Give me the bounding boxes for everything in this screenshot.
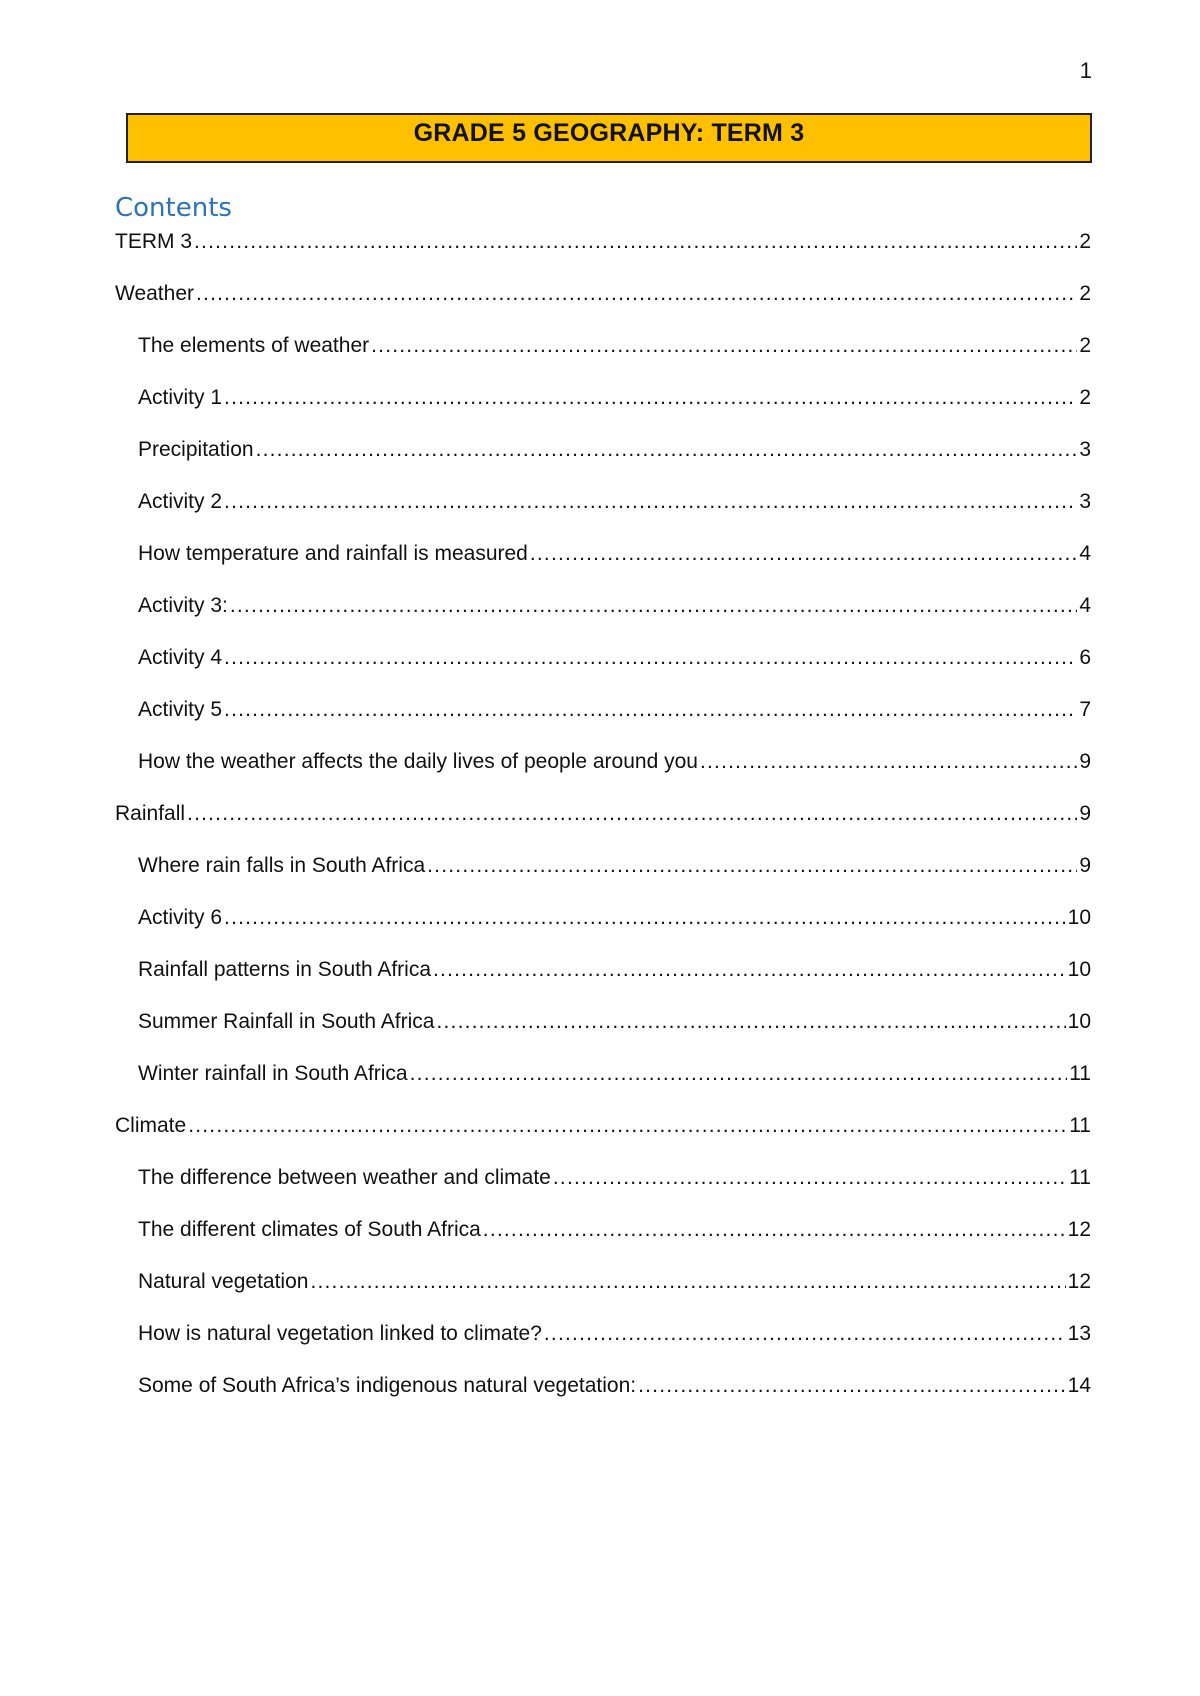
toc-entry[interactable] (115, 1270, 1091, 1322)
toc-entry-page-number: 2 (1079, 230, 1091, 253)
toc-entry-label: Winter rainfall in South Africa (138, 1062, 408, 1085)
toc-entry[interactable] (115, 1322, 1091, 1374)
toc-entry[interactable] (115, 230, 1091, 282)
toc-entry-label: Weather (115, 282, 194, 305)
toc-entry[interactable] (115, 1166, 1091, 1218)
table-of-contents (115, 230, 1091, 1426)
toc-dot-leader (427, 854, 1077, 878)
toc-entry-page-number: 13 (1067, 1322, 1091, 1345)
toc-entry-label: Activity 4 (138, 646, 223, 669)
toc-entry-label: Climate (115, 1114, 187, 1137)
toc-entry-label: Activity 1 (138, 386, 223, 409)
toc-entry[interactable] (115, 646, 1091, 698)
toc-entry-label: Activity 2 (138, 490, 223, 513)
toc-entry-page-number: 12 (1067, 1218, 1091, 1241)
toc-entry[interactable] (115, 698, 1091, 750)
toc-entry-label: Some of South Africa’s indigenous natural vegetation: (138, 1374, 637, 1397)
title-banner (126, 113, 1092, 163)
toc-dot-leader (433, 958, 1066, 982)
toc-entry[interactable] (115, 542, 1091, 594)
toc-entry-page-number: 2 (1079, 282, 1091, 305)
toc-entry-label: How temperature and rainfall is measured (138, 542, 528, 565)
toc-dot-leader (410, 1062, 1068, 1086)
toc-dot-leader (224, 698, 1077, 722)
toc-entry[interactable] (115, 854, 1091, 906)
toc-entry[interactable] (115, 1218, 1091, 1270)
document-title: GRADE 5 GEOGRAPHY: TERM 3 (413, 118, 805, 147)
toc-entry-label: Precipitation (138, 438, 254, 461)
toc-entry-page-number: 10 (1067, 1010, 1091, 1033)
toc-entry[interactable] (115, 490, 1091, 542)
toc-dot-leader (188, 1114, 1067, 1138)
toc-dot-leader (256, 438, 1078, 462)
toc-entry-page-number: 3 (1079, 438, 1091, 461)
toc-entry-page-number: 9 (1079, 750, 1091, 773)
toc-dot-leader (544, 1322, 1066, 1346)
toc-entry-page-number: 14 (1067, 1374, 1091, 1397)
toc-entry[interactable] (115, 334, 1091, 386)
toc-dot-leader (371, 334, 1077, 358)
toc-entry[interactable] (115, 1374, 1091, 1426)
toc-entry-page-number: 6 (1079, 646, 1091, 669)
toc-entry-page-number: 10 (1067, 958, 1091, 981)
toc-dot-leader (194, 230, 1077, 254)
toc-entry-label: How is natural vegetation linked to climate? (138, 1322, 542, 1345)
toc-entry-page-number: 3 (1079, 490, 1091, 513)
toc-entry-label: Activity 3: (138, 594, 228, 617)
toc-entry-page-number: 2 (1079, 334, 1091, 357)
toc-entry-label: The difference between weather and climate (138, 1166, 551, 1189)
toc-dot-leader (196, 282, 1077, 306)
toc-entry-page-number: 9 (1079, 802, 1091, 825)
toc-entry[interactable] (115, 438, 1091, 490)
toc-entry-page-number: 4 (1079, 542, 1091, 565)
toc-dot-leader (483, 1218, 1066, 1242)
toc-entry-label: Natural vegetation (138, 1270, 309, 1293)
toc-entry[interactable] (115, 802, 1091, 854)
toc-dot-leader (638, 1374, 1066, 1398)
toc-entry[interactable] (115, 282, 1091, 334)
toc-entry-page-number: 7 (1079, 698, 1091, 721)
toc-dot-leader (530, 542, 1077, 566)
toc-dot-leader (230, 594, 1077, 618)
toc-entry[interactable] (115, 1062, 1091, 1114)
toc-entry[interactable] (115, 1114, 1091, 1166)
toc-dot-leader (310, 1270, 1065, 1294)
toc-entry-page-number: 11 (1069, 1114, 1091, 1137)
toc-entry-page-number: 2 (1079, 386, 1091, 409)
toc-dot-leader (187, 802, 1077, 826)
toc-entry-label: Rainfall (115, 802, 186, 825)
toc-entry-page-number: 4 (1079, 594, 1091, 617)
toc-dot-leader (700, 750, 1077, 774)
toc-entry[interactable] (115, 386, 1091, 438)
toc-dot-leader (553, 1166, 1067, 1190)
toc-entry[interactable] (115, 958, 1091, 1010)
toc-entry[interactable] (115, 750, 1091, 802)
toc-entry[interactable] (115, 1010, 1091, 1062)
toc-entry-label: How the weather affects the daily lives of people around you (138, 750, 698, 773)
toc-dot-leader (436, 1010, 1065, 1034)
toc-entry-label: Rainfall patterns in South Africa (138, 958, 431, 981)
toc-entry[interactable] (115, 594, 1091, 646)
toc-entry[interactable] (115, 906, 1091, 958)
toc-dot-leader (224, 906, 1066, 930)
toc-entry-page-number: 11 (1069, 1062, 1091, 1085)
toc-entry-page-number: 11 (1069, 1166, 1091, 1189)
toc-dot-leader (224, 646, 1077, 670)
toc-entry-page-number: 12 (1067, 1270, 1091, 1293)
toc-entry-label: Where rain falls in South Africa (138, 854, 426, 877)
toc-entry-label: Activity 6 (138, 906, 223, 929)
toc-entry-label: Activity 5 (138, 698, 223, 721)
toc-dot-leader (224, 490, 1077, 514)
toc-entry-page-number: 9 (1079, 854, 1091, 877)
toc-dot-leader (224, 386, 1077, 410)
toc-heading: Contents (115, 193, 232, 223)
toc-entry-page-number: 10 (1067, 906, 1091, 929)
toc-entry-label: TERM 3 (115, 230, 193, 253)
page-number: 1 (1079, 58, 1092, 83)
toc-entry-label: Summer Rainfall in South Africa (138, 1010, 435, 1033)
toc-entry-label: The different climates of South Africa (138, 1218, 481, 1241)
toc-entry-label: The elements of weather (138, 334, 370, 357)
